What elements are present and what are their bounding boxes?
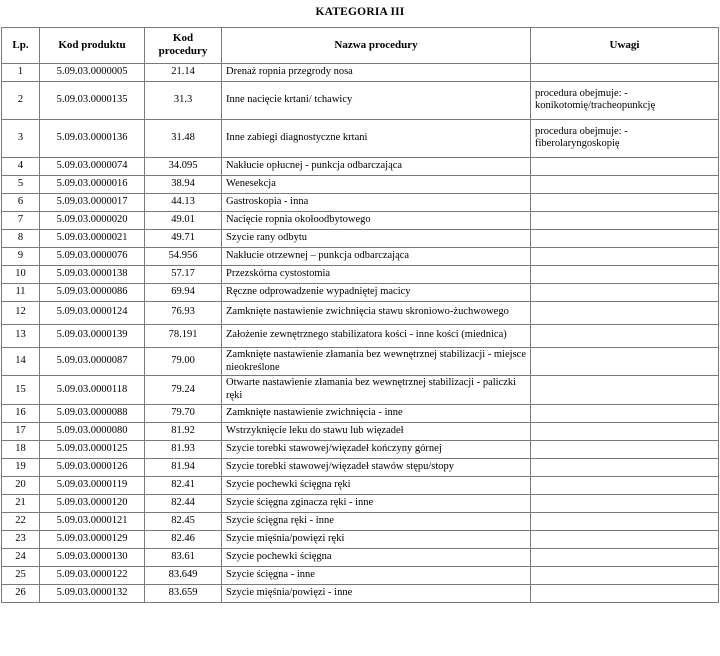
cell-lp: 5 [2,175,40,193]
table-row [2,494,719,512]
table-header-row [2,27,719,63]
cell-lp: 8 [2,229,40,247]
cell-procedure-code: 81.92 [145,422,222,440]
table-row [2,229,719,247]
table-row [2,458,719,476]
cell-notes [531,458,719,476]
cell-notes: procedura obejmuje: - konikotomię/tracheopunkcję [531,81,719,119]
column-header-lp: Lp. [2,27,40,63]
cell-procedure-name: Wstrzyknięcie leku do stawu lub więzadeł [222,422,531,440]
cell-product-code: 5.09.03.0000017 [40,193,145,211]
cell-procedure-name: Ręczne odprowadzenie wypadniętej macicy [222,283,531,301]
cell-product-code: 5.09.03.0000132 [40,584,145,602]
cell-notes [531,193,719,211]
cell-procedure-code: 38.94 [145,175,222,193]
cell-notes [531,175,719,193]
cell-procedure-code: 49.71 [145,229,222,247]
cell-lp: 13 [2,324,40,347]
cell-procedure-name: Szycie pochewki ścięgna [222,548,531,566]
table-header [2,27,719,63]
cell-procedure-code: 79.00 [145,347,222,376]
procedures-table [1,27,719,603]
cell-lp: 22 [2,512,40,530]
cell-procedure-code: 44.13 [145,193,222,211]
cell-product-code: 5.09.03.0000020 [40,211,145,229]
cell-lp: 18 [2,440,40,458]
cell-notes [531,211,719,229]
table-row [2,376,719,405]
cell-notes [531,63,719,81]
cell-procedure-name: Inne nacięcie krtani/ tchawicy [222,81,531,119]
cell-product-code: 5.09.03.0000126 [40,458,145,476]
cell-product-code: 5.09.03.0000122 [40,566,145,584]
cell-notes [531,548,719,566]
cell-product-code: 5.09.03.0000005 [40,63,145,81]
column-header-procedure-code: Kod procedury [145,27,222,63]
cell-product-code: 5.09.03.0000139 [40,324,145,347]
table-row [2,584,719,602]
table-row [2,404,719,422]
table-row [2,301,719,324]
cell-procedure-code: 76.93 [145,301,222,324]
cell-lp: 25 [2,566,40,584]
cell-procedure-code: 31.3 [145,81,222,119]
cell-procedure-name: Otwarte nastawienie złamania bez wewnętrznej stabilizacji - paliczki ręki [222,376,531,405]
cell-procedure-code: 81.94 [145,458,222,476]
cell-procedure-code: 81.93 [145,440,222,458]
cell-lp: 20 [2,476,40,494]
cell-procedure-name: Nakłucie opłucnej - punkcja odbarczająca [222,157,531,175]
cell-notes [531,301,719,324]
cell-lp: 12 [2,301,40,324]
cell-notes [531,376,719,405]
cell-procedure-code: 82.41 [145,476,222,494]
cell-notes [531,247,719,265]
cell-notes: procedura obejmuje: - fiberolaryngoskopię [531,119,719,157]
cell-procedure-name: Szycie rany odbytu [222,229,531,247]
cell-procedure-name: Gastroskopia - inna [222,193,531,211]
table-row [2,548,719,566]
cell-notes [531,404,719,422]
table-row [2,157,719,175]
cell-procedure-code: 34.095 [145,157,222,175]
cell-notes [531,512,719,530]
cell-product-code: 5.09.03.0000120 [40,494,145,512]
cell-procedure-code: 69.94 [145,283,222,301]
cell-procedure-code: 31.48 [145,119,222,157]
cell-product-code: 5.09.03.0000125 [40,440,145,458]
column-header-product-code: Kod produktu [40,27,145,63]
cell-procedure-name: Nakłucie otrzewnej – punkcja odbarczająca [222,247,531,265]
cell-product-code: 5.09.03.0000087 [40,347,145,376]
cell-lp: 21 [2,494,40,512]
cell-product-code: 5.09.03.0000121 [40,512,145,530]
cell-notes [531,476,719,494]
cell-notes [531,422,719,440]
cell-procedure-name: Szycie torebki stawowej/więzadeł kończyny górnej [222,440,531,458]
cell-procedure-code: 83.61 [145,548,222,566]
cell-procedure-name: Szycie ścięgna ręki - inne [222,512,531,530]
cell-product-code: 5.09.03.0000118 [40,376,145,405]
cell-procedure-code: 78.191 [145,324,222,347]
cell-lp: 9 [2,247,40,265]
cell-lp: 15 [2,376,40,405]
table-row [2,119,719,157]
cell-lp: 23 [2,530,40,548]
table-row [2,347,719,376]
cell-procedure-code: 82.46 [145,530,222,548]
cell-procedure-code: 83.659 [145,584,222,602]
cell-product-code: 5.09.03.0000119 [40,476,145,494]
cell-procedure-name: Zamknięte nastawienie zwichnięcia stawu skroniowo-żuchwowego [222,301,531,324]
table-row [2,175,719,193]
table-row [2,81,719,119]
cell-notes [531,283,719,301]
cell-procedure-code: 57.17 [145,265,222,283]
cell-procedure-code: 79.70 [145,404,222,422]
cell-product-code: 5.09.03.0000088 [40,404,145,422]
cell-procedure-name: Przezskórna cystostomia [222,265,531,283]
cell-procedure-name: Szycie ścięgna zginacza ręki - inne [222,494,531,512]
cell-notes [531,265,719,283]
cell-lp: 16 [2,404,40,422]
cell-procedure-name: Szycie torebki stawowej/więzadeł stawów stępu/stopy [222,458,531,476]
cell-procedure-name: Szycie pochewki ścięgna ręki [222,476,531,494]
cell-procedure-code: 49.01 [145,211,222,229]
cell-lp: 24 [2,548,40,566]
table-row [2,530,719,548]
column-header-notes: Uwagi [531,27,719,63]
cell-procedure-name: Zamknięte nastawienie zwichnięcia - inne [222,404,531,422]
cell-lp: 14 [2,347,40,376]
cell-lp: 19 [2,458,40,476]
cell-product-code: 5.09.03.0000021 [40,229,145,247]
cell-product-code: 5.09.03.0000086 [40,283,145,301]
cell-notes [531,347,719,376]
cell-procedure-code: 82.45 [145,512,222,530]
table-row [2,324,719,347]
cell-product-code: 5.09.03.0000136 [40,119,145,157]
table-row [2,422,719,440]
cell-notes [531,566,719,584]
cell-lp: 6 [2,193,40,211]
table-row [2,193,719,211]
cell-procedure-name: Wenesekcja [222,175,531,193]
cell-lp: 17 [2,422,40,440]
cell-product-code: 5.09.03.0000074 [40,157,145,175]
table-body [2,63,719,602]
cell-product-code: 5.09.03.0000129 [40,530,145,548]
table-row [2,283,719,301]
cell-procedure-name: Szycie mięśnia/powięzi ręki [222,530,531,548]
cell-procedure-name: Drenaż ropnia przegrody nosa [222,63,531,81]
cell-product-code: 5.09.03.0000080 [40,422,145,440]
cell-notes [531,324,719,347]
cell-notes [531,530,719,548]
cell-procedure-code: 21.14 [145,63,222,81]
cell-notes [531,494,719,512]
table-row [2,512,719,530]
cell-lp: 11 [2,283,40,301]
table-row [2,247,719,265]
cell-procedure-name: Szycie mięśnia/powięzi - inne [222,584,531,602]
cell-product-code: 5.09.03.0000130 [40,548,145,566]
cell-procedure-code: 83.649 [145,566,222,584]
cell-lp: 3 [2,119,40,157]
table-row [2,476,719,494]
cell-product-code: 5.09.03.0000124 [40,301,145,324]
table-row [2,63,719,81]
column-header-procedure-name: Nazwa procedury [222,27,531,63]
cell-product-code: 5.09.03.0000016 [40,175,145,193]
cell-notes [531,229,719,247]
cell-lp: 2 [2,81,40,119]
cell-procedure-name: Inne zabiegi diagnostyczne krtani [222,119,531,157]
table-row [2,211,719,229]
cell-procedure-code: 54.956 [145,247,222,265]
cell-procedure-name: Nacięcie ropnia okołoodbytowego [222,211,531,229]
cell-procedure-name: Szycie ścięgna - inne [222,566,531,584]
cell-lp: 26 [2,584,40,602]
cell-lp: 10 [2,265,40,283]
cell-notes [531,157,719,175]
cell-product-code: 5.09.03.0000135 [40,81,145,119]
page-title: KATEGORIA III [315,6,405,18]
cell-procedure-code: 79.24 [145,376,222,405]
cell-procedure-code: 82.44 [145,494,222,512]
cell-lp: 1 [2,63,40,81]
cell-lp: 7 [2,211,40,229]
cell-product-code: 5.09.03.0000076 [40,247,145,265]
cell-lp: 4 [2,157,40,175]
table-row [2,265,719,283]
cell-notes [531,440,719,458]
table-row [2,566,719,584]
table-row [2,440,719,458]
cell-procedure-name: Założenie zewnętrznego stabilizatora kości - inne kości (miednica) [222,324,531,347]
cell-notes [531,584,719,602]
cell-product-code: 5.09.03.0000138 [40,265,145,283]
cell-procedure-name: Zamknięte nastawienie złamania bez wewnętrznej stabilizacji - miejsce nieokreślone [222,347,531,376]
